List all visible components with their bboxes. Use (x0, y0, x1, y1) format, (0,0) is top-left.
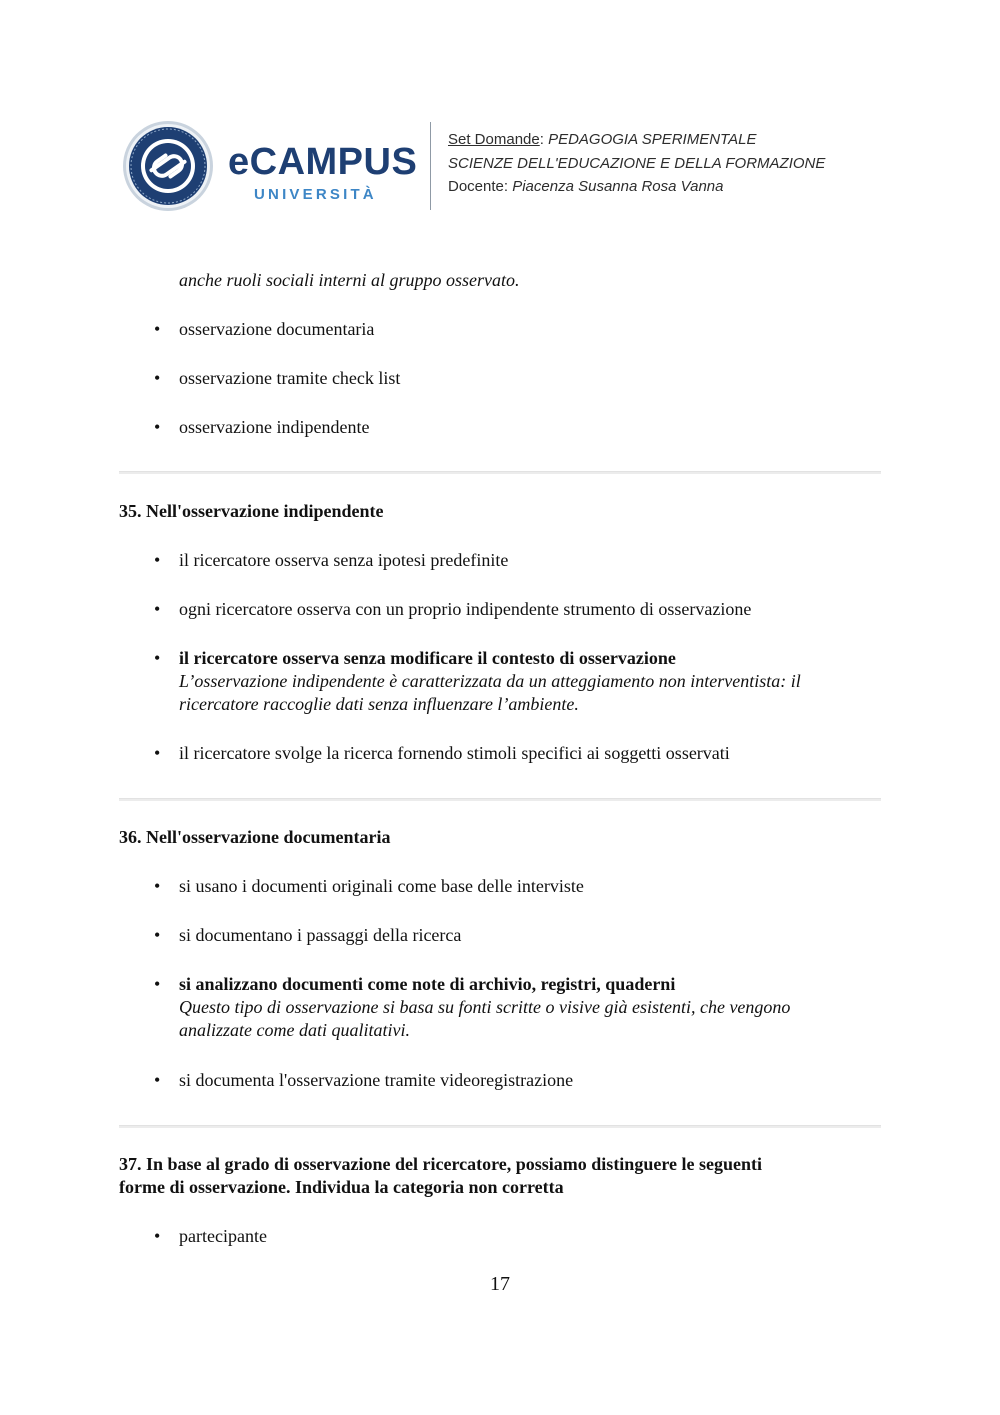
answer-option: il ricercatore osserva senza ipotesi predefinite (179, 550, 509, 570)
bullet-icon: • (154, 876, 161, 896)
continued-option: osservazione indipendente (179, 417, 370, 437)
bullet-icon: • (154, 743, 161, 763)
question-title: 37. In base al grado di osservazione del ricercatore, possiamo distinguere le seguenti (119, 1154, 762, 1174)
question-title: 35. Nell'osservazione indipendente (119, 501, 384, 521)
answer-option: il ricercatore svolge la ricerca fornendo stimoli specifici ai soggetti osservati (179, 743, 730, 763)
continued-option: osservazione documentaria (179, 319, 375, 339)
continued-explanation: anche ruoli sociali interni al gruppo osservato. (179, 270, 520, 290)
logo-word-main: eCAMPUS (228, 141, 418, 183)
bullet-icon: • (154, 599, 161, 619)
bullet-icon: • (154, 974, 161, 994)
question-separator (119, 471, 881, 474)
correct-answer-option: si analizzano documenti come note di archivio, registri, quaderni (179, 974, 676, 994)
question-separator (119, 798, 881, 801)
question-separator (119, 1125, 881, 1128)
bullet-icon: • (154, 648, 161, 668)
correct-answer-explanation: L’osservazione indipendente è caratterizzata da un atteggiamento non interventista: il (179, 671, 801, 691)
correct-answer-explanation: ricercatore raccoglie dati senza influenzare l’ambiente. (179, 694, 579, 714)
bullet-icon: • (154, 368, 161, 388)
answer-option: si usano i documenti originali come base delle interviste (179, 876, 584, 896)
correct-answer-explanation: analizzate come dati qualitativi. (179, 1020, 410, 1040)
answer-option: si documentano i passaggi della ricerca (179, 925, 462, 945)
question-title: 36. Nell'osservazione documentaria (119, 827, 391, 847)
bullet-icon: • (154, 925, 161, 945)
set-label: Set Domande (448, 131, 540, 148)
correct-answer-explanation: Questo tipo di osservazione si basa su fonti scritte o visive già esistenti, che vengono (179, 997, 791, 1017)
bullet-icon: • (154, 550, 161, 570)
bullet-icon: • (154, 319, 161, 339)
bullet-icon: • (154, 1070, 161, 1090)
answer-option: si documenta l'osservazione tramite videoregistrazione (179, 1070, 574, 1090)
answer-option: partecipante (179, 1226, 267, 1246)
correct-answer-option: il ricercatore osserva senza modificare il contesto di osservazione (179, 648, 676, 668)
bullet-icon: • (154, 1226, 161, 1246)
set-value: PEDAGOGIA SPERIMENTALE (548, 131, 757, 148)
set-colon: : (539, 131, 549, 148)
bullet-icon: • (154, 417, 161, 437)
question-title-continued: forme di osservazione. Individua la categoria non corretta (119, 1177, 564, 1197)
logo-word-sub: UNIVERSITÀ (254, 186, 377, 203)
course-name: SCIENZE DELL'EDUCAZIONE E DELLA FORMAZIONE (448, 154, 826, 172)
continued-option: osservazione tramite check list (179, 368, 401, 388)
answer-option: ogni ricercatore osserva con un proprio indipendente strumento di osservazione (179, 599, 752, 619)
page-number: 17 (490, 1273, 510, 1295)
docente-value: Piacenza Susanna Rosa Vanna (512, 178, 724, 195)
docente-label: Docente (448, 178, 504, 195)
docente-colon: : (503, 178, 513, 195)
